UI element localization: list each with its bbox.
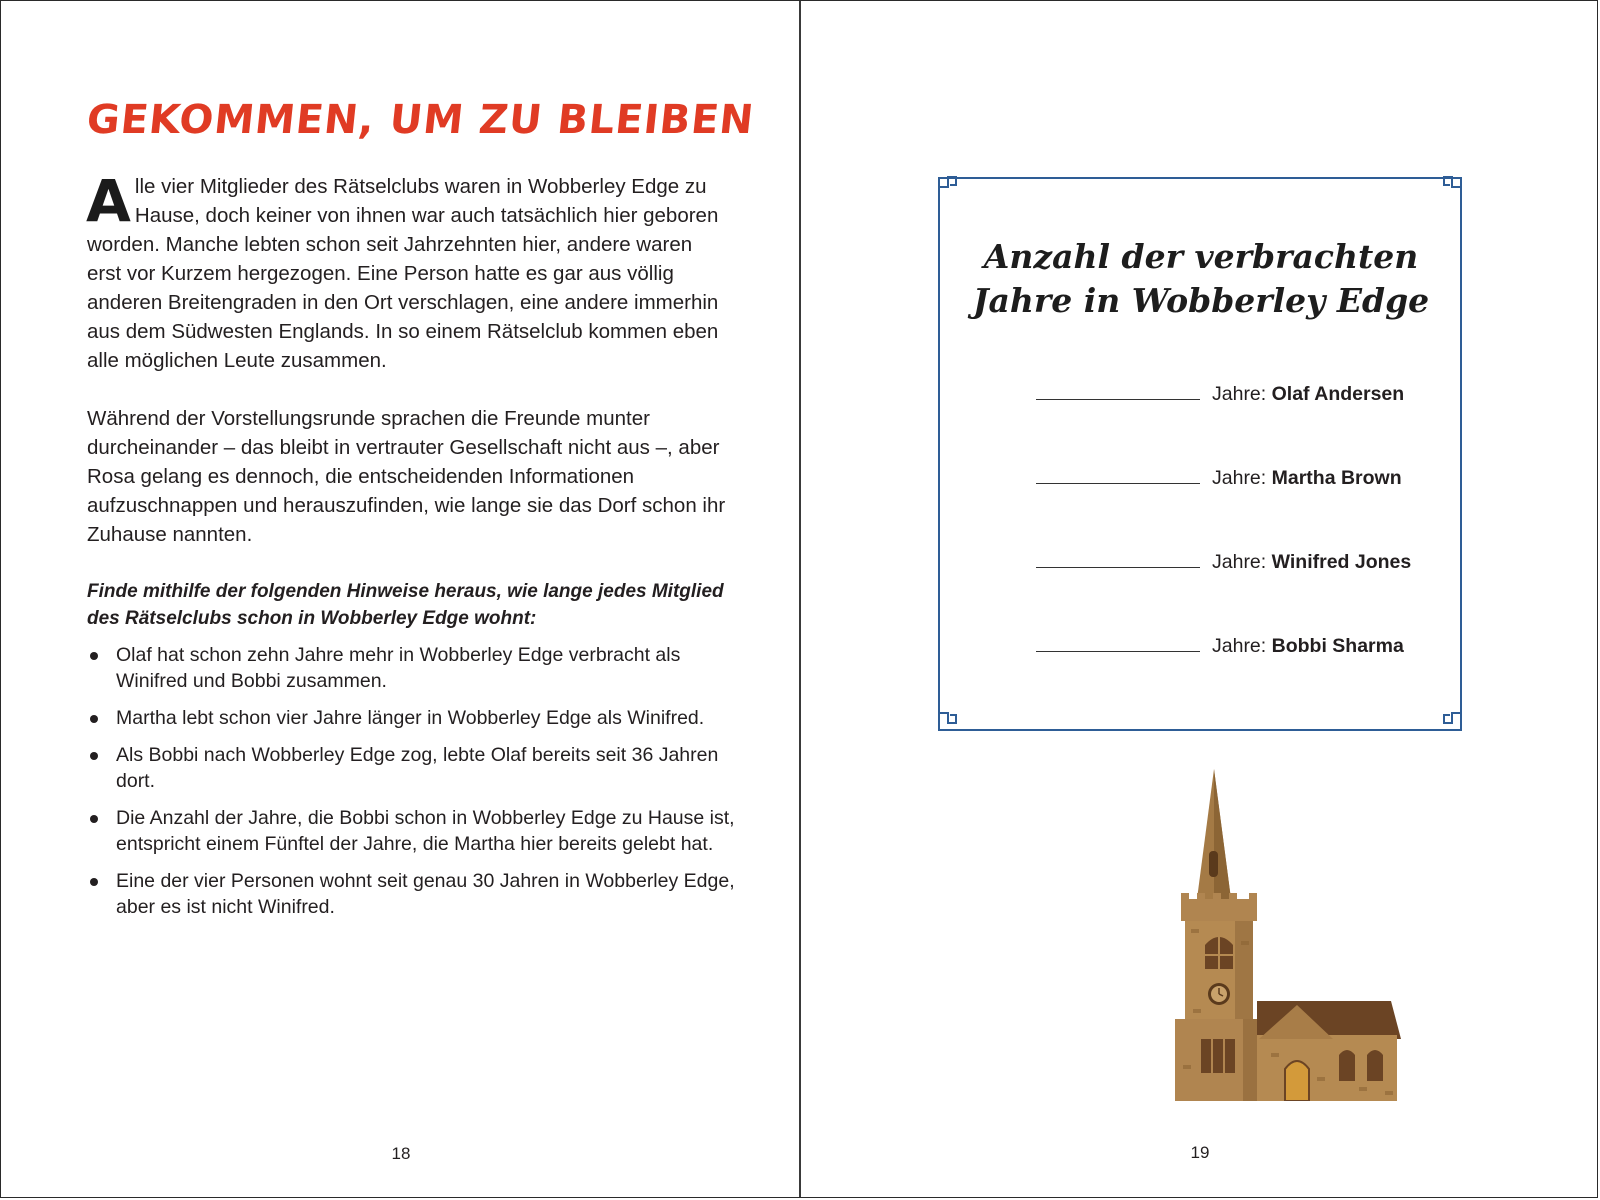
- nave-window: [1339, 1050, 1355, 1081]
- answer-blank[interactable]: [1036, 631, 1200, 652]
- answer-row-winifred: [1036, 547, 1456, 577]
- second-paragraph: Während der Vorstellungsrunde sprachen die Freunde munter durcheinander – das bleibt in vertrauter Gesellschaft nicht aus –, aber Rosa gelang es dennoch, die entscheidenden Informationen aufzuschnappen und herauszufinden, wie lange sie das Dorf schon ihr Zuhause nannten.: [87, 407, 726, 546]
- bullet-icon: [90, 715, 98, 723]
- answer-row-olaf: [1036, 379, 1456, 409]
- answer-box-title: [961, 235, 1441, 323]
- intro-paragraph-text: lle vier Mitglieder des Rätselclubs waren in Wobberley Edge zu Hause, doch keiner von ihnen war auch tatsächlich hier geboren worden. Manche lebten schon seit Jahrzehnten hier, andere waren erst vor Kurzem hergezogen. Eine Person hatte es gar aus völlig anderen Breitengraden in den Ort verschlagen, eine andere immerhin aus dem Südwesten Englands. In so einem Rätselclub kommen eben alle möglichen Leute zusammen.: [87, 175, 719, 372]
- corner-ornament-icon: [1444, 177, 1462, 187]
- nave-window: [1367, 1050, 1383, 1081]
- spire-window: [1209, 851, 1218, 877]
- person-name: Winifred Jones: [1271, 551, 1412, 573]
- years-label: Jahre:: [1212, 551, 1267, 573]
- clue-item: [87, 705, 737, 731]
- clue-text: Martha lebt schon vier Jahre länger in Wobberley Edge als Winifred.: [116, 707, 705, 729]
- right-page: [801, 1, 1599, 1197]
- page-title: GEKOMMEN, UM ZU BLEIBEN: [84, 97, 757, 143]
- person-name: Martha Brown: [1271, 467, 1402, 489]
- bullet-icon: [90, 815, 98, 823]
- clue-item: [87, 642, 737, 694]
- answer-blank[interactable]: [1036, 463, 1200, 484]
- answer-blank[interactable]: [1036, 379, 1200, 400]
- clue-item: [87, 742, 737, 794]
- answer-box-title-line1: Anzahl der verbrachten: [983, 237, 1419, 276]
- church-illustration: [1171, 769, 1411, 1101]
- clue-text: Eine der vier Personen wohnt seit genau 30 Jahren in Wobberley Edge, aber es ist nicht Winifred.: [116, 870, 735, 918]
- clue-item: [87, 805, 737, 857]
- intro-paragraph: [86, 167, 727, 375]
- answer-row-bobbi: [1036, 631, 1456, 661]
- church-door: [1285, 1061, 1309, 1101]
- years-label: Jahre:: [1212, 635, 1267, 657]
- clue-text: Als Bobbi nach Wobberley Edge zog, lebte Olaf bereits seit 36 Jahren dort.: [116, 744, 719, 792]
- person-name: Bobbi Sharma: [1271, 635, 1404, 657]
- clue-item: [87, 868, 737, 920]
- bullet-icon: [90, 878, 98, 886]
- clue-text: Olaf hat schon zehn Jahre mehr in Wobberley Edge verbracht als Winifred und Bobbi zusammen.: [116, 644, 681, 692]
- clue-text: Die Anzahl der Jahre, die Bobbi schon in Wobberley Edge zu Hause ist, entspricht einem Fünftel der Jahre, die Martha hier bereits gelebt hat.: [116, 807, 735, 855]
- bullet-icon: [90, 652, 98, 660]
- answer-row-martha: [1036, 463, 1456, 493]
- lower-window: [1201, 1039, 1235, 1073]
- page-number-right: 19: [1190, 1143, 1210, 1162]
- answer-blank[interactable]: [1036, 547, 1200, 568]
- corner-ornament-icon: [1444, 713, 1462, 723]
- page-number-left: 18: [391, 1144, 411, 1163]
- answer-box-title-line2: Jahre in Wobberley Edge: [972, 281, 1430, 320]
- left-page: [1, 1, 799, 1197]
- bullet-icon: [90, 752, 98, 760]
- corner-ornament-icon: [938, 713, 956, 723]
- person-name: Olaf Andersen: [1271, 383, 1405, 405]
- years-label: Jahre:: [1212, 467, 1267, 489]
- clue-list: [87, 642, 737, 931]
- puzzle-instruction: Finde mithilfe der folgenden Hinweise heraus, wie lange jedes Mitglied des Rätselclubs schon in Wobberley Edge wohnt:: [87, 581, 724, 629]
- corner-ornament-icon: [938, 177, 956, 187]
- drop-cap: A: [86, 167, 131, 235]
- years-label: Jahre:: [1212, 383, 1267, 405]
